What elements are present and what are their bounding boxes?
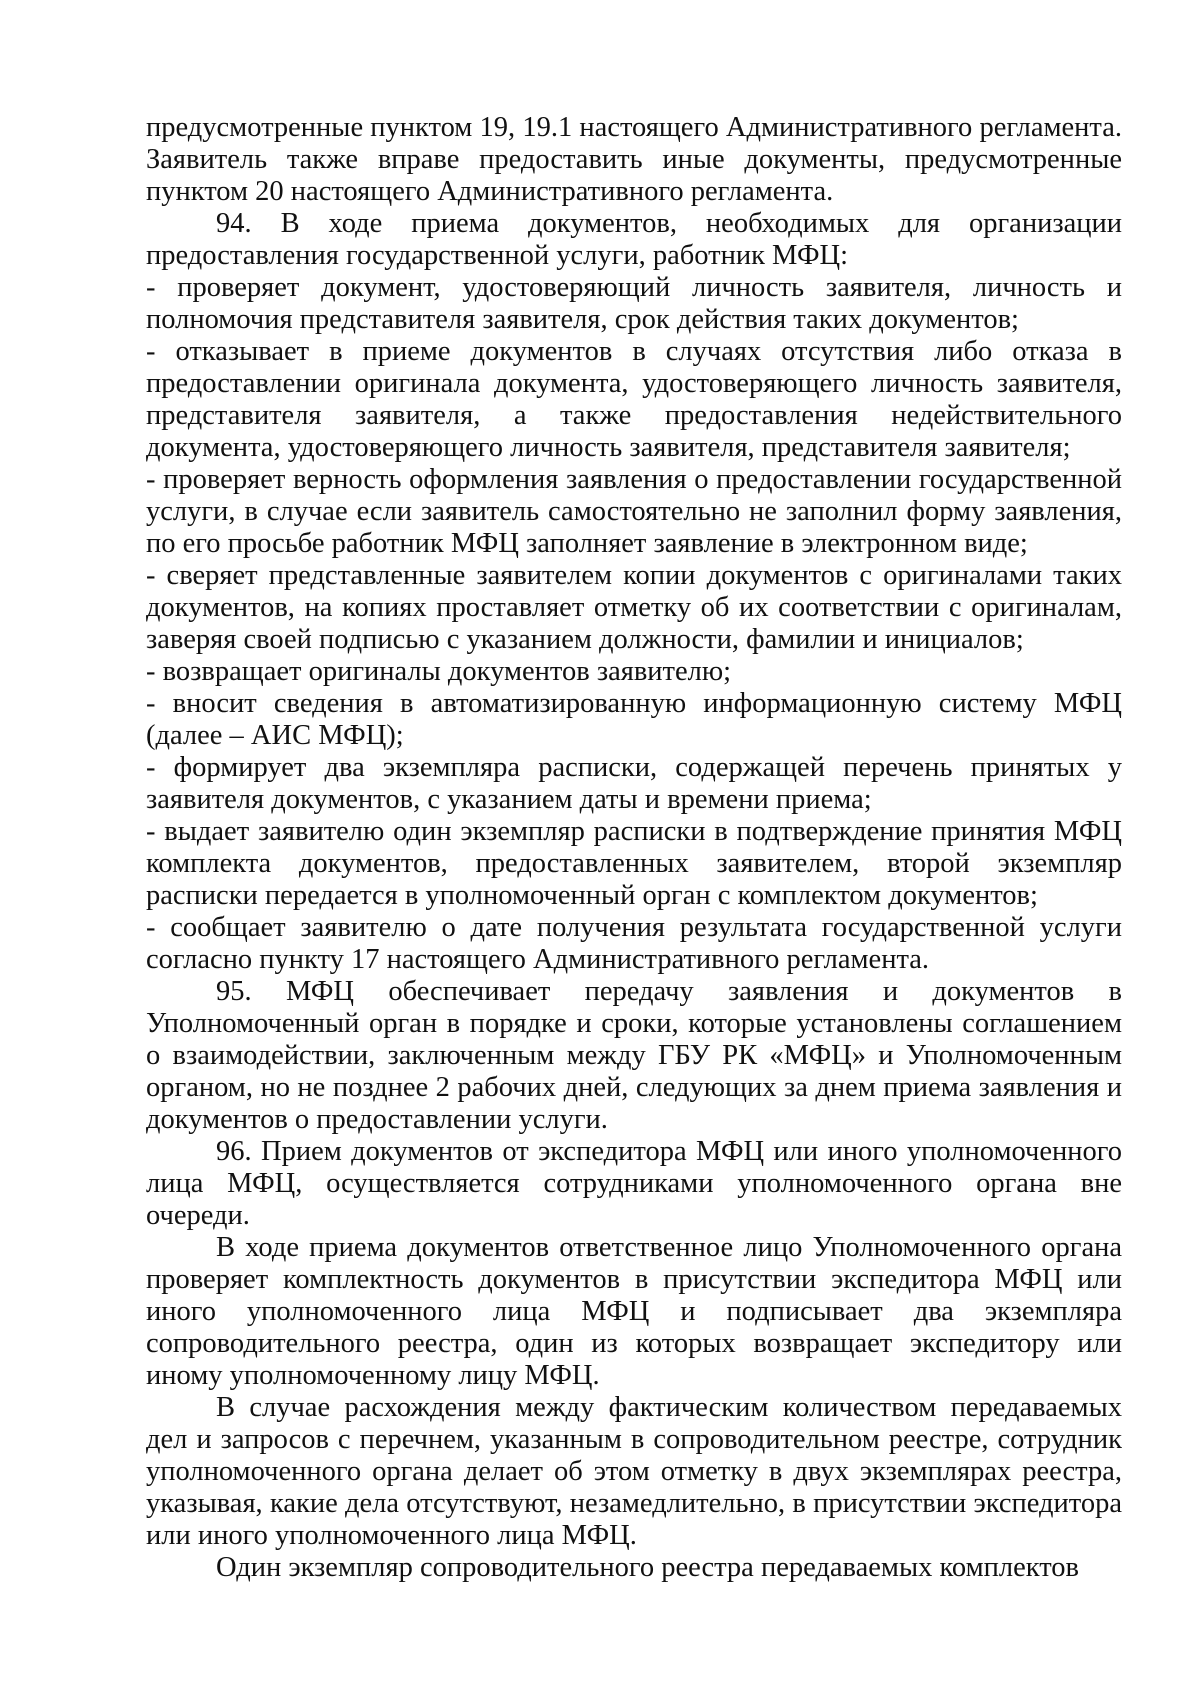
bullet-verify-copies: - сверяет представленные заявителем копии документов с оригиналами таких документов, на копиях проставляет отметку об их соответствии с оригиналам, заверяя своей подписью с указанием должности, фамилии и инициалов; <box>146 560 1122 655</box>
bullet-check-application: - проверяет верность оформления заявления о предоставлении государственной услуги, в случае если заявитель самостоятельно не заполнил форму заявления, по его просьбе работник МФЦ заполняет заявление в электронном виде; <box>146 464 1122 559</box>
bullet-form-receipts: - формирует два экземпляра расписки, содержащей перечень принятых у заявителя документов, с указанием даты и времени приема; <box>146 752 1122 815</box>
paragraph-registry-copy: Один экземпляр сопроводительного реестра передаваемых комплектов <box>216 1552 1079 1583</box>
bullet-enter-ais: - вносит сведения в автоматизированную информационную систему МФЦ (далее – АИС МФЦ); <box>146 688 1122 751</box>
paragraph-discrepancy: В случае расхождения между фактическим количеством передаваемых дел и запросов с перечнем, указанным в сопроводительном реестре, сотрудник уполномоченного органа делает об этом отметку в двух экземплярах реестра, указывая, какие дела отсутствуют, незамедлительно, в присутствии экспедитора или иного уполномоченного лица МФЦ. <box>146 1392 1122 1551</box>
bullet-return-originals: - возвращает оригиналы документов заявителю; <box>146 656 732 687</box>
paragraph-item-96: 96. Прием документов от экспедитора МФЦ или иного уполномоченного лица МФЦ, осуществляется сотрудниками уполномоченного органа вне очереди. <box>146 1136 1122 1231</box>
bullet-issue-receipt: - выдает заявителю один экземпляр расписки в подтверждение принятия МФЦ комплекта документов, предоставленных заявителем, второй экземпляр расписки передается в уполномоченный орган с комплектом документов; <box>146 816 1122 911</box>
paragraph-acceptance-check: В ходе приема документов ответственное лицо Уполномоченного органа проверяет комплектность документов в присутствии экспедитора МФЦ или иного уполномоченного лица МФЦ и подписывает два экземпляра сопроводительного реестра, один из которых возвращает экспедитору или иному уполномоченному лицу МФЦ. <box>146 1232 1122 1391</box>
paragraph-continuation: предусмотренные пунктом 19, 19.1 настоящего Административного регламента. Заявитель также вправе предоставить иные документы, предусмотренные пунктом 20 настоящего Административного регламента. <box>146 112 1122 207</box>
bullet-inform-date: - сообщает заявителю о дате получения результата государственной услуги согласно пункту 17 настоящего Административного регламента. <box>146 912 1122 975</box>
bullet-check-identity: - проверяет документ, удостоверяющий личность заявителя, личность и полномочия представителя заявителя, срок действия таких документов; <box>146 272 1122 335</box>
paragraph-item-95: 95. МФЦ обеспечивает передачу заявления и документов в Уполномоченный орган в порядке и сроки, которые установлены соглашением о взаимодействии, заключенным между ГБУ РК «МФЦ» и Уполномоченным органом, но не позднее 2 рабочих дней, следующих за днем приема заявления и документов о предоставлении услуги. <box>146 976 1122 1135</box>
paragraph-item-94: 94. В ходе приема документов, необходимых для организации предоставления государственной услуги, работник МФЦ: <box>146 208 1122 271</box>
bullet-refuse-acceptance: - отказывает в приеме документов в случаях отсутствия либо отказа в предоставлении оригинала документа, удостоверяющего личность заявителя, представителя заявителя, а также предоставления недействительного документа, удостоверяющего личность заявителя, представителя заявителя; <box>146 336 1122 463</box>
